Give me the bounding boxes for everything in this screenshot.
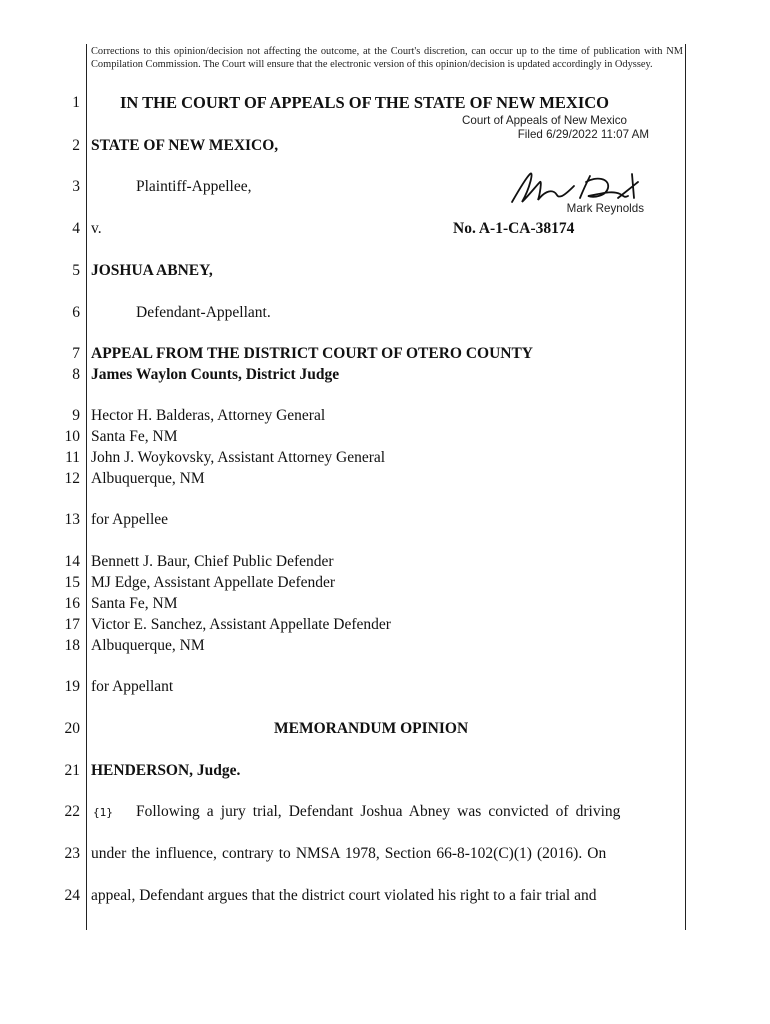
line-number: 5 [72, 262, 80, 279]
line-number: 11 [65, 449, 80, 466]
signer-name: Mark Reynolds [566, 202, 644, 215]
line-number: 21 [64, 762, 80, 779]
filing-stamp-court: Court of Appeals of New Mexico [462, 114, 627, 127]
counsel-line: Albuquerque, NM [91, 637, 205, 654]
opinion-heading: MEMORANDUM OPINION [274, 720, 469, 737]
for-appellee: for Appellee [91, 511, 169, 528]
left-margin-rule [86, 44, 87, 930]
line-number: 10 [64, 428, 80, 445]
court-title: IN THE COURT OF APPEALS OF THE STATE OF NEW MEXICO [120, 93, 610, 112]
versus-label: v. [91, 220, 102, 237]
body-line: appeal, Defendant argues that the district court violated his right to a fair trial and [91, 887, 597, 904]
defendant-name: JOSHUA ABNEY, [91, 262, 213, 279]
line-number: 18 [64, 637, 80, 654]
line-number: 2 [72, 137, 80, 154]
line-number: 24 [64, 887, 80, 904]
defendant-role: Defendant-Appellant. [136, 304, 271, 321]
district-judge: James Waylon Counts, District Judge [91, 366, 340, 383]
counsel-line: MJ Edge, Assistant Appellate Defender [91, 574, 336, 591]
counsel-line: Albuquerque, NM [91, 470, 205, 487]
line-number: 3 [72, 178, 80, 195]
line-number: 15 [64, 574, 80, 591]
body-line: Following a jury trial, Defendant Joshua Abney was convicted of driving [136, 803, 621, 820]
paragraph-marker: {1} [93, 806, 113, 819]
line-number: 16 [64, 595, 80, 612]
counsel-line: Bennett J. Baur, Chief Public Defender [91, 553, 334, 570]
line-number: 17 [64, 616, 80, 633]
line-number: 4 [72, 220, 80, 237]
line-number: 22 [64, 803, 80, 820]
line-number: 6 [72, 304, 80, 321]
line-number: 7 [72, 345, 80, 362]
plaintiff-role: Plaintiff-Appellee, [136, 178, 252, 195]
counsel-line: Santa Fe, NM [91, 428, 178, 445]
counsel-line: Santa Fe, NM [91, 595, 178, 612]
opinion-author: HENDERSON, Judge. [91, 762, 241, 779]
line-number: 9 [72, 407, 80, 424]
counsel-line: Victor E. Sanchez, Assistant Appellate Defender [91, 616, 391, 633]
right-margin-rule [685, 44, 686, 930]
line-number: 8 [72, 366, 80, 383]
plaintiff-name: STATE OF NEW MEXICO, [91, 137, 279, 154]
line-number: 12 [64, 470, 80, 487]
case-number: No. A-1-CA-38174 [453, 220, 575, 237]
line-number: 19 [64, 678, 80, 695]
counsel-line: Hector H. Balderas, Attorney General [91, 407, 326, 424]
corrections-notice: Corrections to this opinion/decision not affecting the outcome, at the Court's discretion, can occur up to the time of publication with NM Compilation Commission. The Court will ensure that the electronic version of this opinion/decision is updated accordingly in Odyssey. [91, 46, 683, 70]
line-number: 20 [64, 720, 80, 737]
filing-stamp-date: Filed 6/29/2022 11:07 AM [517, 128, 649, 141]
line-number: 14 [64, 553, 80, 570]
line-number: 13 [64, 511, 80, 528]
appeal-from: APPEAL FROM THE DISTRICT COURT OF OTERO COUNTY [91, 345, 533, 362]
for-appellant: for Appellant [91, 678, 174, 695]
line-number: 23 [64, 845, 80, 862]
counsel-line: John J. Woykovsky, Assistant Attorney General [91, 449, 386, 466]
body-line: under the influence, contrary to NMSA 1978, Section 66-8-102(C)(1) (2016). On [91, 845, 607, 862]
line-number: 1 [72, 94, 80, 111]
